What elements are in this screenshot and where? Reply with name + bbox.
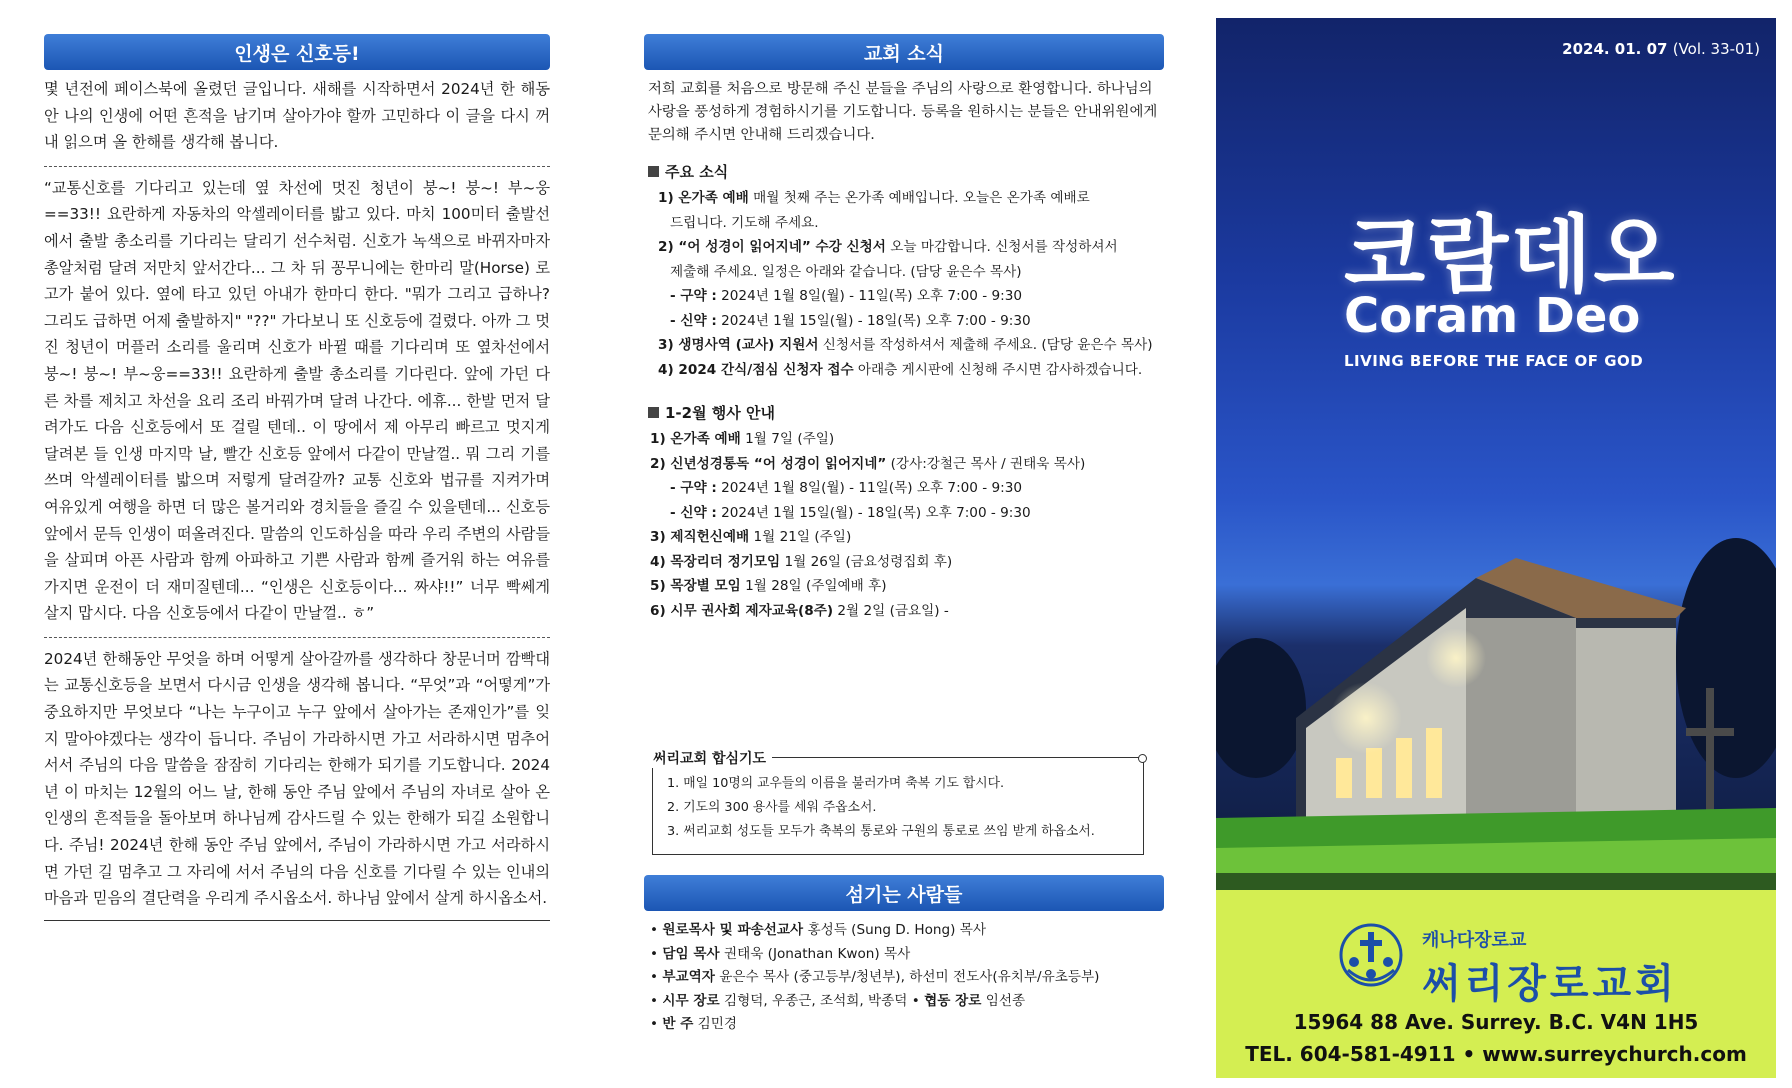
denomination: 캐나다장로교	[1422, 930, 1527, 951]
staff-row: • 담임 목사 권태욱 (Jonathan Kwon) 목사	[650, 945, 911, 962]
essay-paragraph-1: 몇 년전에 페이스북에 올렸던 글입니다. 새해를 시작하면서 2024년 한 해동안 나의 인생에 어떤 흔적을 남기며 살아가야 할까 고민하다 이 글을 다시 꺼내 읽으며 올 한해를 생각해 봅니다.	[44, 80, 550, 152]
prayer-title: 써리교회 합심기도	[647, 748, 772, 768]
staff-row: • 원로목사 및 파송선교사 홍성득 (Sung D. Hong) 목사	[650, 922, 987, 938]
square-bullet-icon	[648, 166, 659, 177]
staff-row: • 반 주 김민경	[650, 1016, 738, 1032]
bulletin-date: 2024. 01. 07 (Vol. 33-01)	[1562, 40, 1760, 58]
event-item: 2) 신년성경통독 “어 성경이 읽어지네” (강사:강철근 목사 / 권태욱 목사)	[650, 455, 1086, 472]
cover-photo	[1216, 18, 1776, 890]
welcome-text: 저희 교회를 처음으로 방문해 주신 분들을 주님의 사랑으로 환영합니다. 하나님의 사랑을 풍성하게 경험하시기를 기도합니다. 등록을 원하시는 분들은 안내위원에게 문의해 주시면 안내해 드리겠습니다.	[648, 81, 1158, 143]
prayer-item: 1. 매일 10명의 교우들의 이름을 불러가며 축복 기도 합시다.	[667, 776, 1005, 791]
staff-header: 섬기는 사람들	[644, 875, 1164, 911]
church-name: 써리장로교회	[1422, 961, 1678, 1007]
news-schedule: - 구약 : 2024년 1월 8일(월) - 11일(목) 오후 7:00 - 9:30	[670, 288, 1023, 304]
cover-panel	[1216, 18, 1776, 1078]
column-news	[644, 0, 1164, 1037]
main-news-heading: 주요 소식	[648, 161, 1164, 182]
news-item: 3) 생명사역 (교사) 지원서 신청서를 작성하셔서 제출해 주세요. (담당 윤은수 목사)	[658, 337, 1153, 353]
essay-paragraph-3: 2024년 한해동안 무엇을 하며 어떻게 살아갈까를 생각하다 창문너머 깜빡대는 교통신호등을 보면서 다시금 인생을 생각해 봅니다. “무엇”과 “어떻게”가 중요하지만 무엇보다 “나는 누구이고 누구 앞에서 살아가는 존재인가”를 잊지 말아야겠다는 생각이 듭니다. 주님이 가라하시면 가고 서라하시면 멈추어 서서 주님의 다음 말씀을 잠잠히 기다리는 한해가 되기를 기도합니다. 2024년 이 마치는 12월의 어느 날, 한해 동안 주님 앞에서 주님의 자녀로 살아 온 인생의 흔적들을 돌아보며 하나님께 감사드릴 수 있는 한해가 되길 소원합니다. 주님! 2024년 한해 동안 주님 앞에서, 주님이 가라하시면 가고 서라하시면 가던 길 멈추고 그 자리에 서서 주님의 다음 신호를 기다릴 수 있는 인내의 마음과 믿음의 결단력을 우리게 주시옵소서. 하나님 앞에서 살게 하시옵소서.	[44, 649, 550, 908]
church-contact: TEL. 604-581-4911 • www.surreychurch.com	[1245, 1042, 1747, 1066]
staff-list	[644, 919, 1164, 1037]
news-item-cont: 드립니다. 기도해 주세요.	[670, 214, 819, 231]
prayer-box	[652, 751, 1144, 855]
event-item: 5) 목장별 모임 1월 28일 (주일예배 후)	[650, 578, 887, 594]
church-building-illustration	[1216, 18, 1776, 890]
news-item: 2) “어 성경이 읽어지네” 수강 신청서 오늘 마감합니다. 신청서를 작성하셔서	[658, 239, 1118, 255]
cover-tagline: LIVING BEFORE THE FACE OF GOD	[1344, 352, 1644, 370]
event-item: 1) 온가족 예배 1월 7일 (주일)	[650, 431, 835, 447]
event-schedule: - 구약 : 2024년 1월 8일(월) - 11일(목) 오후 7:00 - 9:30	[670, 480, 1023, 496]
prayer-item: 2. 기도의 300 용사를 세워 주옵소서.	[667, 800, 877, 815]
news-item-cont: 제출해 주세요. 일정은 아래와 같습니다. (담당 윤은수 목사)	[670, 263, 1022, 280]
events-heading: 1-2월 행사 안내	[648, 402, 1164, 423]
event-item: 3) 제직헌신예배 1월 21일 (주일)	[650, 529, 852, 545]
divider	[44, 637, 550, 638]
divider	[44, 920, 550, 921]
event-item: 4) 목장리더 정기모임 1월 26일 (금요성령집회 후)	[650, 553, 953, 570]
cover-title-english: Coram Deo	[1344, 288, 1641, 344]
prayer-item: 3. 써리교회 성도들 모두가 축복의 통로와 구원의 통로로 쓰임 받게 하옵소서.	[667, 824, 1095, 839]
news-item: 4) 2024 간식/점심 신청자 접수 아래층 게시판에 신청해 주시면 감사하겠습니다.	[658, 361, 1143, 378]
news-header: 교회 소식	[644, 34, 1164, 70]
event-schedule: - 신약 : 2024년 1월 15일(월) - 18일(목) 오후 7:00 - 9:30	[670, 504, 1031, 521]
church-address: 15964 88 Ave. Surrey. B.C. V4N 1H5	[1293, 1010, 1699, 1034]
event-item: 6) 시무 권사회 제자교육(8주) 2월 2일 (금요일) -	[650, 602, 949, 619]
church-logo-icon	[1334, 918, 1408, 992]
church-info-panel	[1216, 890, 1776, 1078]
essay-header: 인생은 신호등!	[44, 34, 550, 70]
column-essay	[44, 0, 550, 921]
corner-dot-icon	[1138, 754, 1147, 763]
divider	[44, 166, 550, 167]
cover-title-korean: 코람데오	[1344, 206, 1677, 304]
news-schedule: - 신약 : 2024년 1월 15일(월) - 18일(목) 오후 7:00 - 9:30	[670, 312, 1031, 329]
square-bullet-icon	[648, 407, 659, 418]
essay-paragraph-2: “교통신호를 기다리고 있는데 옆 차선에 멋진 청년이 붕~! 붕~! 부~웅==33!! 요란하게 자동차의 악셀레이터를 밟고 있다. 마치 100미터 출발선에서 출발 총소리를 기다리는 달리기 선수처럼. 신호가 녹색으로 바뀌자마자 총알처럼 달려 저만치 앞서간다... 그 차 뒤 꽁무니에는 한마리 말(Horse) 로고가 붙어 있다. 옆에 타고 있던 아내가 한마디 한다. "뭐가 그리고 급하나? 그리도 급하면 어제 출발하지" "??" 가다보니 또 신호등에 걸렸다. 아까 그 멋진 청년이 머플러 소리를 울리며 신호가 바뀔 때를 기다리며 또 옆차선에서 붕~! 붕~! 부~웅==33!! 요란하게 출발 총소리를 기다린다. 앞에 가던 다른 차를 제치고 차선을 요리 조리 바꿔가며 달려 나간다. 에휴... 한발 먼저 달려가도 다음 신호등에서 또 걸릴 텐데.. 이 땅에서 제 아무리 빠르고 멋지게 달려본 들 인생 마지막 날, 빨간 신호등 앞에서 다같이 만날껄.. 뭐 그리 기를 쓰며 악셀레이터를 밟으며 저렇게 달려갈까? 교통 신호와 법규를 지켜가며 여유있게 여행을 하면 더 많은 볼거리와 경치들을 즐길 수 있을텐데... 신호등 앞에서 문득 인생이 떠올려진다. 말씀의 인도하심을 따라 우리 주변의 사람들을 살피며 아픈 사람과 함께 아파하고 기쁜 사람과 함께 즐거워 하는 여유를 가지면 운전이 더 재미질텐데... “인생은 신호등이다... 짜샤!!” 너무 빡쎄게 살지 맙시다. 다음 신호등에서 다같이 만날껄.. ㅎ”	[44, 178, 550, 623]
staff-row: • 시무 장로 김형덕, 우종근, 조석희, 박종덕 • 협동 장로 임선종	[650, 992, 1026, 1009]
news-item: 1) 온가족 예배 매월 첫째 주는 온가족 예배입니다. 오늘은 온가족 예배로	[658, 190, 1090, 206]
staff-row: • 부교역자 윤은수 목사 (중고등부/청년부), 하선미 전도사(유치부/유초등부)	[650, 969, 1100, 985]
